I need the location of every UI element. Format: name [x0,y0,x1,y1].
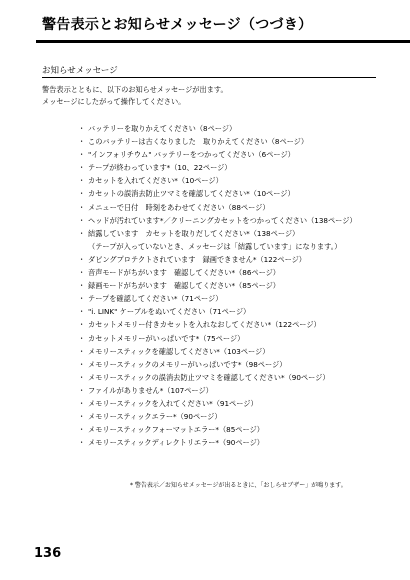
message-text: メモリースティックディレクトリエラー*（90ページ） [88,438,264,448]
message-text: メモリースティックのメモリーがいっぱいです*（98ページ） [88,359,287,369]
message-item [80,122,380,135]
message-item [80,423,380,436]
section-rule [42,77,376,78]
page-number: 136 [34,546,62,561]
message-item [80,345,380,358]
message-text: メモリースティックエラー*（90ページ） [88,412,222,422]
message-text: "インフォリチウム" バッテリーをつかってください（6ページ） [88,150,295,160]
message-text: メモリースティックを入れてください*（91ページ） [88,398,258,408]
intro-line: メッセージにしたがって操作してください。 [42,97,186,106]
section-heading: お知らせメッセージ [42,66,118,76]
message-item [80,279,380,292]
message-text: 録画モードがちがいます 確認してください*（85ページ） [88,281,280,291]
message-list [80,122,380,449]
message-item [80,358,380,371]
message-item [80,214,380,227]
message-item [80,305,380,318]
message-text: このバッテリーは古くなりました 取りかえてください（8ページ） [88,137,309,147]
message-text: "i. LINK" ケーブルをぬいてください（71ページ） [88,307,251,317]
message-item [80,227,380,253]
message-item [80,253,380,266]
message-item [80,371,380,384]
message-item [80,410,380,423]
message-item [80,266,380,279]
message-item [80,161,380,174]
footnote: * 警告表示／お知らせメッセージが出るときに、「おしらせブザー」が鳴ります。 [130,482,347,489]
message-text: メモリースティックの誤消去防止ツマミを確認してください*（90ページ） [88,372,330,382]
message-text: メニューで日付 時刻をあわせてください（88ページ） [88,202,270,212]
message-text: メモリースティックを確認してください*（103ページ） [88,346,270,356]
message-text: テープを確認してください*（71ページ） [88,294,223,304]
message-item [80,397,380,410]
message-item [80,332,380,345]
message-item [80,318,380,331]
message-text: メモリースティックフォーマットエラー*（85ページ） [88,425,264,435]
message-item [80,201,380,214]
message-text: 音声モードがちがいます 確認してください*（86ページ） [88,268,280,278]
message-text: カセットの誤消去防止ツマミを確認してください*（10ページ） [88,189,295,199]
message-text: カセットを入れてください*（10ページ） [88,176,223,186]
message-item [80,148,380,161]
page-title: 警告表示とお知らせメッセージ（つづき） [42,17,313,33]
message-item [80,384,380,397]
message-item [80,187,380,200]
message-continuation: （テープが入っていないとき、メッセージは「結露しています」になります。） [88,241,342,251]
message-text: 結露しています カセットを取りだしてください*（138ページ） [88,228,300,238]
intro-text [42,84,228,108]
message-text: ダビングプロテクトされています 録画できません*（122ページ） [88,254,306,264]
message-text: カセットメモリーがいっぱいです*（75ページ） [88,333,245,343]
message-text: バッテリーを取りかえてください（8ページ） [88,124,237,133]
intro-line: 警告表示とともに、以下のお知らせメッセージが出ます。 [42,85,228,94]
message-item [80,135,380,148]
message-text: カセットメモリー付きカセットを入れなおしてください*（122ページ） [88,320,321,330]
title-rule [36,40,410,43]
message-text: ヘッドが汚れています*／クリーニングカセットをつかってください（138ページ） [88,215,357,225]
message-item [80,292,380,305]
message-text: ファイルがありません*（107ページ） [88,385,213,395]
message-item [80,174,380,187]
message-item [80,436,380,449]
message-text: テープが終わっています*（10、22ページ） [88,163,232,173]
